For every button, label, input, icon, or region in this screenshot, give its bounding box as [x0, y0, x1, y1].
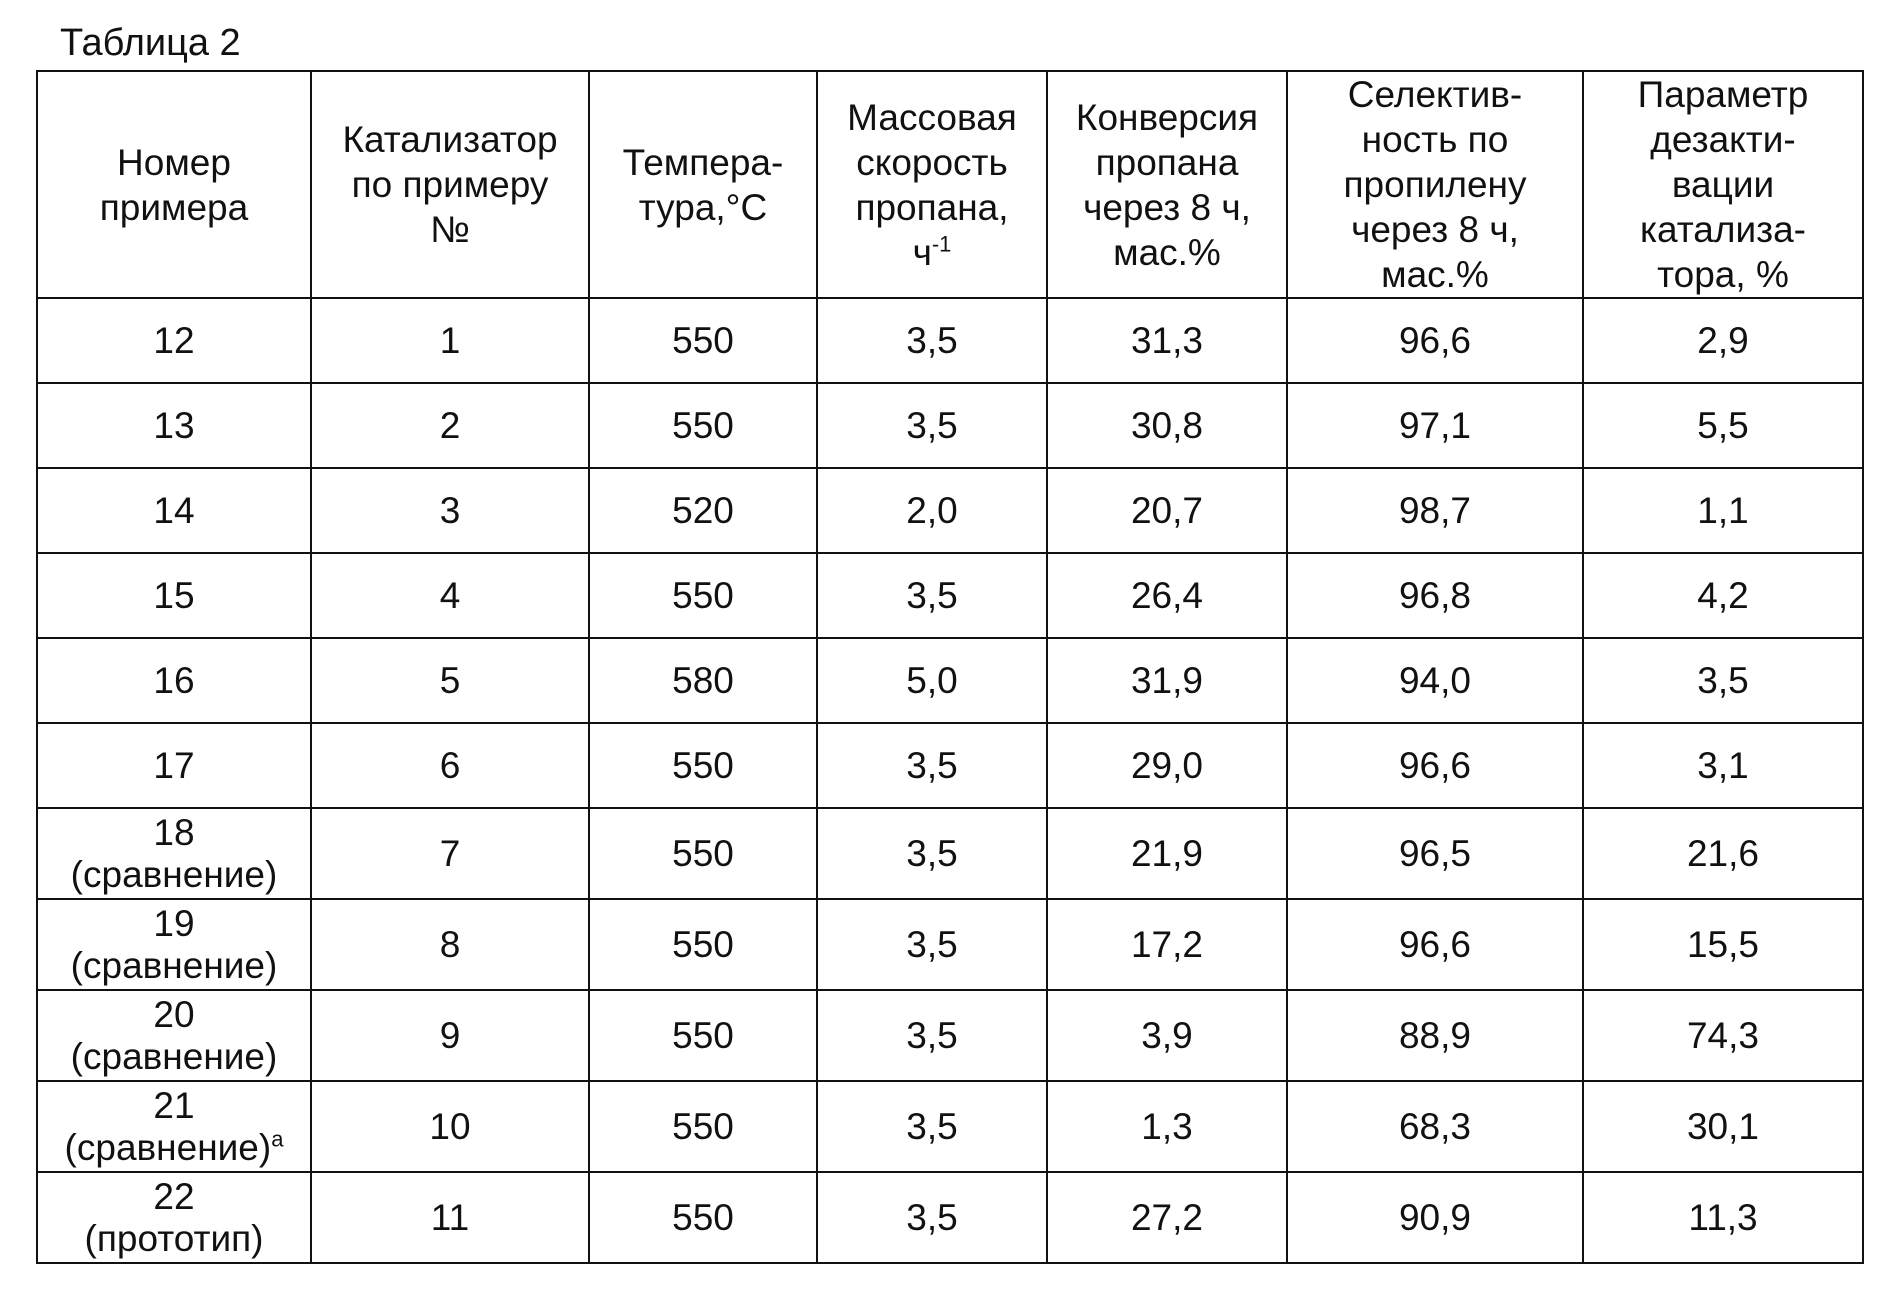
cell-conversion: 21,9 [1047, 808, 1287, 899]
table-caption: Таблица 2 [60, 22, 241, 64]
header-line: по примеру [351, 164, 549, 205]
cell-deactivation: 3,5 [1583, 638, 1863, 723]
header-mass-rate [817, 71, 1047, 298]
cell-deactivation: 3,1 [1583, 723, 1863, 808]
header-example-number [37, 71, 311, 298]
cell-mass-rate: 3,5 [817, 383, 1047, 468]
cell-conversion: 1,3 [1047, 1081, 1287, 1172]
cell-temperature: 550 [589, 383, 817, 468]
example-number: 22 [153, 1175, 195, 1217]
cell-temperature: 550 [589, 298, 817, 383]
cell-catalyst: 1 [311, 298, 589, 383]
example-number: 14 [153, 490, 195, 531]
cell-selectivity: 90,9 [1287, 1172, 1583, 1263]
cell-conversion: 27,2 [1047, 1172, 1287, 1263]
example-note [42, 945, 306, 987]
example-note-text: (прототип) [84, 1217, 264, 1259]
table-row [37, 723, 1863, 808]
cell-mass-rate: 3,5 [817, 298, 1047, 383]
cell-selectivity: 94,0 [1287, 638, 1583, 723]
cell-conversion: 20,7 [1047, 468, 1287, 553]
example-note-text: (сравнение) [64, 1126, 272, 1168]
header-line: мас.% [1113, 231, 1221, 273]
cell-mass-rate: 3,5 [817, 808, 1047, 899]
cell-catalyst: 7 [311, 808, 589, 899]
cell-temperature: 550 [589, 1081, 817, 1172]
cell-temperature: 550 [589, 553, 817, 638]
cell-example [37, 723, 311, 808]
cell-deactivation: 21,6 [1583, 808, 1863, 899]
header-line: Номер [117, 141, 231, 183]
cell-mass-rate: 3,5 [817, 723, 1047, 808]
header-line: Конверсия [1075, 96, 1259, 138]
header-line: через 8 ч, [1083, 186, 1251, 228]
cell-example [37, 990, 311, 1081]
example-number: 12 [153, 320, 195, 361]
example-note-text: (сравнение) [70, 944, 278, 986]
header-line: вации [1671, 164, 1775, 205]
header-line: тора, % [1657, 254, 1789, 295]
cell-catalyst: 8 [311, 899, 589, 990]
cell-catalyst: 3 [311, 468, 589, 553]
cell-temperature: 550 [589, 723, 817, 808]
example-note [42, 1218, 306, 1260]
cell-temperature: 580 [589, 638, 817, 723]
example-note [42, 1036, 306, 1078]
footnote-mark: а [271, 1126, 284, 1152]
cell-selectivity: 96,6 [1287, 899, 1583, 990]
cell-selectivity: 98,7 [1287, 468, 1583, 553]
cell-selectivity: 96,8 [1287, 553, 1583, 638]
header-line: пропана, [855, 186, 1009, 228]
header-line: пропана [1095, 141, 1239, 183]
cell-temperature: 550 [589, 990, 817, 1081]
cell-deactivation: 2,9 [1583, 298, 1863, 383]
results-table [36, 70, 1864, 1264]
table-row [37, 553, 1863, 638]
cell-conversion: 31,9 [1047, 638, 1287, 723]
header-line: Селектив- [1347, 74, 1523, 115]
cell-deactivation: 11,3 [1583, 1172, 1863, 1263]
header-conversion [1047, 71, 1287, 298]
table-row [37, 990, 1863, 1081]
header-catalyst [311, 71, 589, 298]
cell-deactivation: 30,1 [1583, 1081, 1863, 1172]
cell-deactivation: 4,2 [1583, 553, 1863, 638]
header-selectivity [1287, 71, 1583, 298]
cell-example [37, 808, 311, 899]
example-note [42, 1127, 306, 1169]
cell-temperature: 520 [589, 468, 817, 553]
cell-catalyst: 10 [311, 1081, 589, 1172]
cell-conversion: 31,3 [1047, 298, 1287, 383]
cell-mass-rate: 2,0 [817, 468, 1047, 553]
cell-conversion: 17,2 [1047, 899, 1287, 990]
header-line: Катализатор [342, 119, 558, 160]
cell-catalyst: 2 [311, 383, 589, 468]
table-row [37, 468, 1863, 553]
cell-example [37, 383, 311, 468]
cell-selectivity: 96,6 [1287, 723, 1583, 808]
cell-temperature: 550 [589, 808, 817, 899]
header-deactivation [1583, 71, 1863, 298]
cell-example [37, 899, 311, 990]
cell-conversion: 29,0 [1047, 723, 1287, 808]
table-row [37, 638, 1863, 723]
header-line: Параметр [1637, 74, 1809, 115]
header-unit-line [822, 230, 1042, 275]
cell-selectivity: 96,6 [1287, 298, 1583, 383]
cell-conversion: 30,8 [1047, 383, 1287, 468]
header-line: примера [99, 186, 249, 228]
cell-selectivity: 88,9 [1287, 990, 1583, 1081]
cell-example [37, 1081, 311, 1172]
cell-example [37, 553, 311, 638]
example-number: 19 [153, 902, 195, 944]
cell-mass-rate: 5,0 [817, 638, 1047, 723]
header-line: скорость [856, 141, 1008, 183]
example-note-text: (сравнение) [70, 853, 278, 895]
table-row [37, 383, 1863, 468]
header-line: ность по [1361, 119, 1509, 160]
example-number: 16 [153, 660, 195, 701]
cell-example [37, 638, 311, 723]
cell-temperature: 550 [589, 1172, 817, 1263]
cell-example [37, 1172, 311, 1263]
cell-mass-rate: 3,5 [817, 553, 1047, 638]
cell-example [37, 298, 311, 383]
header-line: мас.% [1381, 254, 1489, 295]
header-line: № [430, 209, 470, 250]
cell-catalyst: 4 [311, 553, 589, 638]
table-row [37, 808, 1863, 899]
cell-catalyst: 6 [311, 723, 589, 808]
cell-selectivity: 96,5 [1287, 808, 1583, 899]
cell-catalyst: 9 [311, 990, 589, 1081]
cell-selectivity: 97,1 [1287, 383, 1583, 468]
example-note [42, 854, 306, 896]
cell-deactivation: 5,5 [1583, 383, 1863, 468]
cell-example [37, 468, 311, 553]
cell-mass-rate: 3,5 [817, 899, 1047, 990]
example-number: 15 [153, 575, 195, 616]
header-line: катализа- [1640, 209, 1806, 250]
header-temperature [589, 71, 817, 298]
header-line: через 8 ч, [1351, 209, 1519, 250]
cell-conversion: 26,4 [1047, 553, 1287, 638]
header-unit: ч [912, 231, 932, 273]
cell-mass-rate: 3,5 [817, 1172, 1047, 1263]
example-note-text: (сравнение) [70, 1035, 278, 1077]
table-row [37, 899, 1863, 990]
cell-catalyst: 11 [311, 1172, 589, 1263]
cell-mass-rate: 3,5 [817, 990, 1047, 1081]
header-line: Массовая [847, 96, 1017, 138]
example-number: 13 [153, 405, 195, 446]
header-unit-exponent: -1 [931, 231, 952, 257]
table-row [37, 298, 1863, 383]
table-row [37, 1172, 1863, 1263]
header-line: тура,°С [638, 186, 768, 228]
cell-temperature: 550 [589, 899, 817, 990]
example-number: 18 [153, 811, 195, 853]
header-line: дезакти- [1650, 119, 1796, 160]
table-row [37, 1081, 1863, 1172]
cell-deactivation: 1,1 [1583, 468, 1863, 553]
cell-catalyst: 5 [311, 638, 589, 723]
cell-deactivation: 74,3 [1583, 990, 1863, 1081]
header-row [37, 71, 1863, 298]
cell-selectivity: 68,3 [1287, 1081, 1583, 1172]
header-line: Темпера- [622, 141, 784, 183]
cell-deactivation: 15,5 [1583, 899, 1863, 990]
cell-mass-rate: 3,5 [817, 1081, 1047, 1172]
cell-conversion: 3,9 [1047, 990, 1287, 1081]
example-number: 21 [153, 1084, 195, 1126]
header-line: пропилену [1343, 164, 1527, 205]
example-number: 17 [153, 745, 195, 786]
example-number: 20 [153, 993, 195, 1035]
